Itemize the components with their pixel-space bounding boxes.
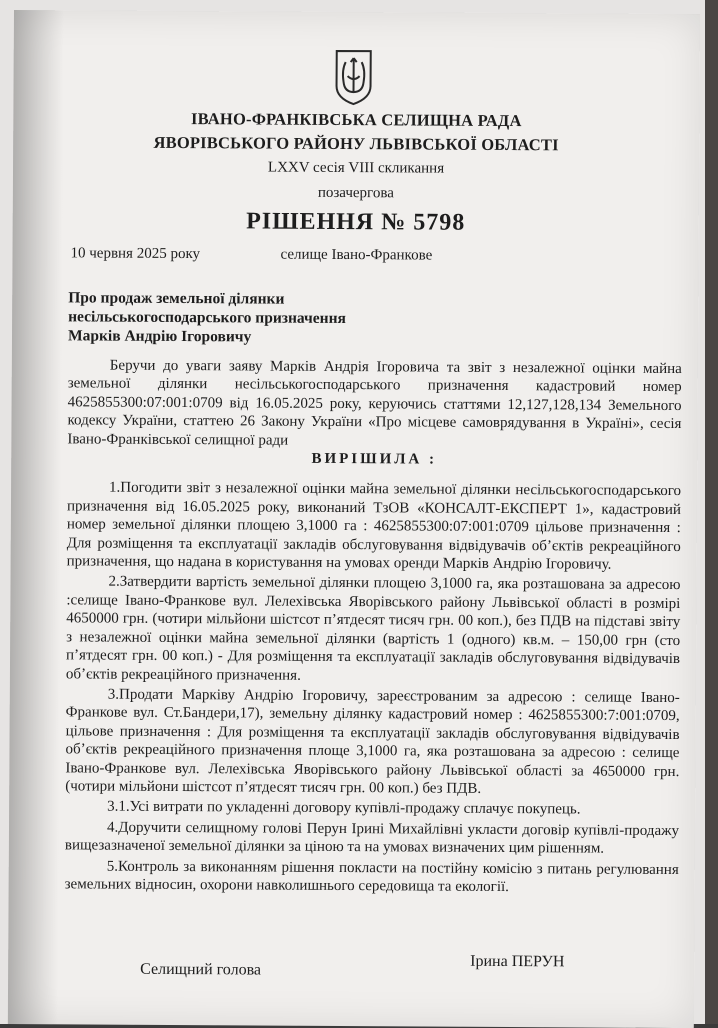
item-3-paragraph: 3.Продати Марківу Андрію Ігоровичу, зареєстрованим за адресою : селище Івано-Франкове вул. Ст.Бандери,17), земельну ділянку кадастровий номер : 4625855300:7:001:0709, цільове призначення : Для розміщення та експлуатації закладів обслуговування відвідувачів об’єктів рекреаційного призначення площе 3,1000 га, яка розташована за адресою : селище Івано-Франкове вул. Лелехівська Яворівського району Львівської області за 4650000 грн. (чотири мільйони шістсот п’ятдесят тисяч грн. 00 коп.) без ПДВ. — [65, 686, 680, 797]
item-2-paragraph: 2.Затвердити вартість земельної ділянки площею 3,1000 га, яка розташована за адресою :селище Івано-Франкове вул. Лелехівська Яворівського району Львівської області в розмірі 4650000 грн. (чотири мільйони шістсот п’ятдесят тисяч грн. 00 коп.), без ПДВ на підставі звіту з незалежної оцінки майна земельної ділянки (вартість 1 (одного) кв.м. – 150,00 грн (сто п’ятдесят грн. 00 коп.) - Для розміщення та експлуатації закладів обслуговування відвідувачів об’єктів рекреаційного призначення. — [65, 574, 681, 684]
resolved-heading: ВИРІШИЛА : — [311, 450, 438, 468]
item-4-paragraph: 4.Доручити селищному голові Перун Ірині Михайлівні укласти договір купівлі-продажу вищезазначеної земельної ділянки за ціною та на умовах визначених цим рішенням. — [64, 819, 680, 857]
session-label: LXXV сесія VIII скликання — [267, 159, 445, 177]
document-page — [8, 10, 700, 1028]
signature-title: Селищний голова — [140, 960, 262, 979]
subject-line: несільськогосподарського призначення — [68, 308, 347, 328]
coat-of-arms-icon — [333, 48, 373, 106]
decision-date: 10 червня 2025 року — [70, 245, 201, 263]
decision-place: селище Івано-Франкове — [280, 246, 433, 264]
decision-title: РІШЕННЯ № 5798 — [246, 208, 466, 236]
council-name-line1: ІВАНО-ФРАНКІВСЬКА СЕЛИЩНА РАДА — [191, 109, 522, 131]
session-type: позачергова — [317, 184, 394, 202]
item-5-paragraph: 5.Контроль за виконанням рішення покласти на постійну комісію з питань регулювання земельних відносин, охорони навколишнього середовища та екології. — [64, 858, 679, 896]
signature-name: Ірина ПЕРУН — [470, 952, 565, 971]
council-name-line2: ЯВОРІВСЬКОГО РАЙОНУ ЛЬВІВСЬКОЇ ОБЛАСТІ — [153, 132, 559, 155]
subject-line: Марків Андрію Ігоровичу — [67, 327, 252, 346]
item-3-1-paragraph: 3.1.Усі витрати по укладенні договору купівлі-продажу сплачує покупець. — [107, 798, 581, 818]
decision-subject — [68, 288, 468, 347]
item-1-paragraph: 1.Погодити звіт з незалежної оцінки майна земельної ділянки несільськогосподарського призначення від 16.05.2025 року, виконаний ТзОВ «КОНСАЛТ-ЕКСПЕРТ 1», кадастровий номер земельної ділянки площею 3,1000 га : 4625855300:07:001:0709 цільове призначення : Для розміщення та експлуатації закладів обслуговування відвідувачів об’єктів рекреаційного призначення, що надана в користування на умовах оренди Марків Андрію Ігоровичу. — [66, 480, 682, 573]
preamble-paragraph: Беручи до уваги заяву Марків Андрія Ігоровича та звіт з незалежної оцінки майна земельної ділянки несільськогосподарського призначення кадастровий номер 4625855300:07:001:0709 від 16.05.2025 року, керуючись статтями 12,127,128,134 Земельного кодексу України, статтею 26 Закону України «Про місцеве самоврядування в Україні», сесія Івано-Франківської селищної ради — [67, 357, 682, 449]
decision-body — [65, 356, 682, 897]
subject-line: Про продаж земельної ділянки — [68, 289, 285, 308]
